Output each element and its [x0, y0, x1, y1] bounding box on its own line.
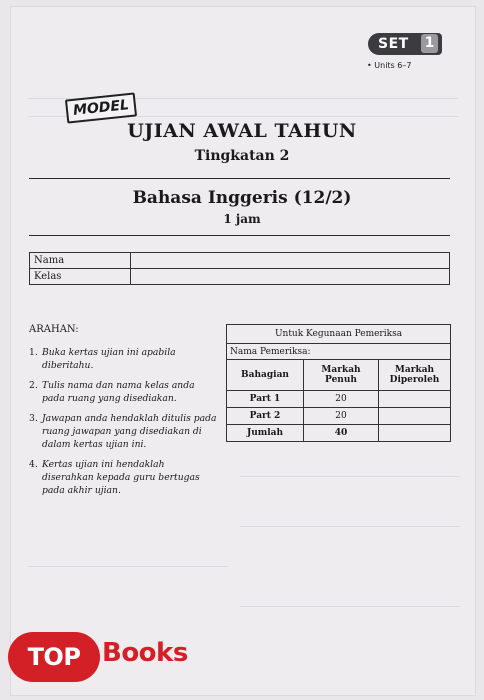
marks-obtained-cell[interactable] — [379, 408, 451, 425]
divider — [29, 178, 450, 179]
show-through-line — [28, 566, 228, 567]
table-row — [227, 408, 451, 425]
set-badge — [368, 33, 442, 55]
list-item — [29, 412, 219, 451]
topbooks-logo — [8, 632, 204, 684]
total-cell: Jumlah — [227, 425, 304, 442]
class-label: Kelas — [30, 269, 131, 285]
show-through-line — [240, 526, 460, 527]
instructions-heading: ARAHAN: — [29, 324, 79, 335]
show-through-line — [240, 476, 460, 477]
table-row — [227, 391, 451, 408]
list-item — [29, 458, 219, 497]
marks-obtained-cell[interactable] — [379, 391, 451, 408]
item-text: Kertas ujian ini hendaklah diserahkan kepada guru bertugas pada akhir ujian. — [42, 459, 200, 496]
name-label: Nama — [30, 253, 131, 269]
examiner-table — [226, 324, 451, 442]
column-header-part: Bahagian — [227, 360, 304, 391]
column-header-full-marks: Markah Penuh — [304, 360, 379, 391]
name-field[interactable] — [131, 253, 450, 269]
exam-duration: 1 jam — [223, 212, 261, 226]
item-text: Tulis nama dan nama kelas anda pada ruang yang disediakan. — [42, 380, 195, 404]
class-field[interactable] — [131, 269, 450, 285]
set-label: SET — [378, 36, 409, 52]
table-row — [30, 269, 450, 285]
show-through-line — [240, 606, 460, 607]
instructions-list — [29, 346, 219, 504]
student-id-table — [29, 252, 450, 285]
units-label: • Units 6–7 — [367, 61, 412, 70]
table-row — [227, 425, 451, 442]
item-number: 1. — [29, 347, 38, 358]
logo-books-text: Books — [102, 638, 188, 668]
part-cell: Part 1 — [227, 391, 304, 408]
item-number: 3. — [29, 413, 38, 424]
table-row — [30, 253, 450, 269]
subject-title: Bahasa Inggeris (12/2) — [132, 188, 352, 208]
total-full-marks-cell: 40 — [304, 425, 379, 442]
divider — [29, 235, 450, 236]
full-marks-cell: 20 — [304, 408, 379, 425]
exam-title: UJIAN AWAL TAHUN — [127, 120, 357, 142]
item-number: 2. — [29, 380, 38, 391]
model-stamp: MODEL — [65, 92, 137, 123]
column-header-marks-obtained: Markah Diperoleh — [379, 360, 451, 391]
list-item — [29, 379, 219, 405]
total-obtained-cell[interactable] — [379, 425, 451, 442]
item-text: Jawapan anda hendaklah ditulis pada ruang jawapan yang disediakan di dalam kertas ujian ini. — [42, 413, 217, 450]
exam-form-level: Tingkatan 2 — [194, 148, 290, 164]
full-marks-cell: 20 — [304, 391, 379, 408]
examiner-name-field[interactable]: Nama Pemeriksa: — [227, 344, 451, 360]
examiner-table-header: Untuk Kegunaan Pemeriksa — [227, 325, 451, 344]
logo-top-badge: TOP — [8, 632, 100, 682]
part-cell: Part 2 — [227, 408, 304, 425]
item-text: Buka kertas ujian ini apabila diberitahu. — [42, 347, 176, 371]
item-number: 4. — [29, 459, 38, 470]
set-number: 1 — [421, 34, 438, 53]
list-item — [29, 346, 219, 372]
